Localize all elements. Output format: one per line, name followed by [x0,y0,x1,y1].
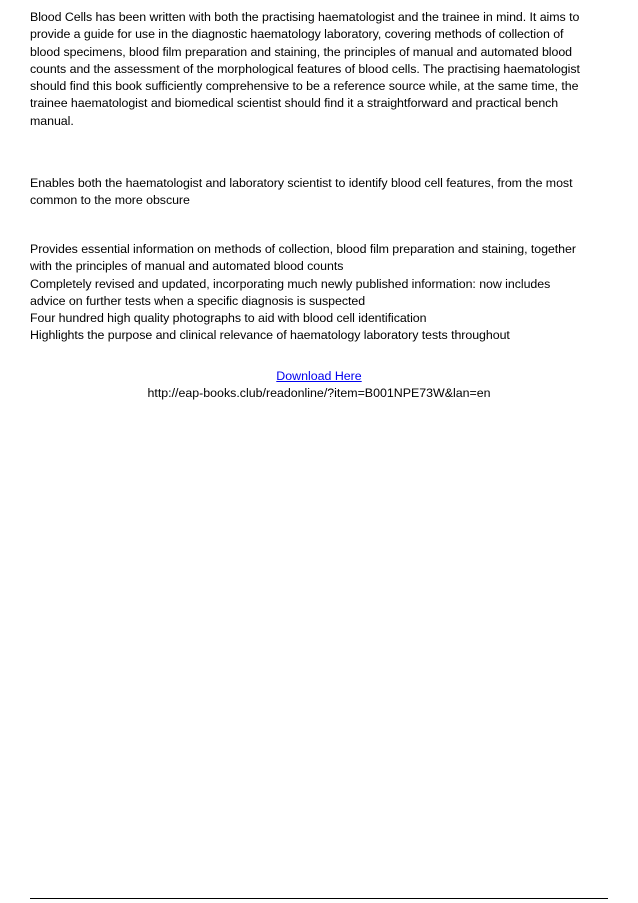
feature-line: Enables both the haematologist and laboratory scientist to identify blood cell features, from the most [30,176,573,190]
list-line: with the principles of manual and automated blood counts [30,259,344,274]
list-line: Completely revised and updated, incorporating much newly published information: now includes [30,276,551,291]
intro-line: Blood Cells has been written with both the practising haematologist and the trainee in mind. It aims to [30,10,580,24]
list-line: advice on further tests when a specific diagnosis is suspected [30,293,366,308]
intro-line: blood specimens, blood film preparation and staining, the principles of manual and automated blood [30,44,573,59]
intro-line: provide a guide for use in the diagnostic haematology laboratory, covering methods of collection of [30,27,564,42]
list-line: Provides essential information on methods of collection, blood film preparation and staining, together [30,242,576,256]
feature-paragraph [30,175,610,210]
footer-divider [30,898,608,899]
download-link[interactable]: Download Here [276,369,362,383]
feature-line: common to the more obscure [30,193,190,208]
intro-line: counts and the assessment of the morphological features of blood cells. The practising haematologist [30,61,580,76]
feature-list [30,241,610,345]
intro-line: trainee haematologist and biomedical scientist should find it a straightforward and practical bench [30,96,559,111]
list-line: Highlights the purpose and clinical relevance of haematology laboratory tests throughout [30,328,510,343]
list-line: Four hundred high quality photographs to aid with blood cell identification [30,311,427,326]
intro-line: should find this book sufficiently comprehensive to be a reference source while, at the same time, the [30,79,579,94]
download-url: http://eap-books.club/readonline/?item=B001NPE73W&lan=en [147,386,491,400]
intro-line: manual. [30,113,74,128]
intro-paragraph [30,9,610,130]
download-link-row [0,368,638,385]
